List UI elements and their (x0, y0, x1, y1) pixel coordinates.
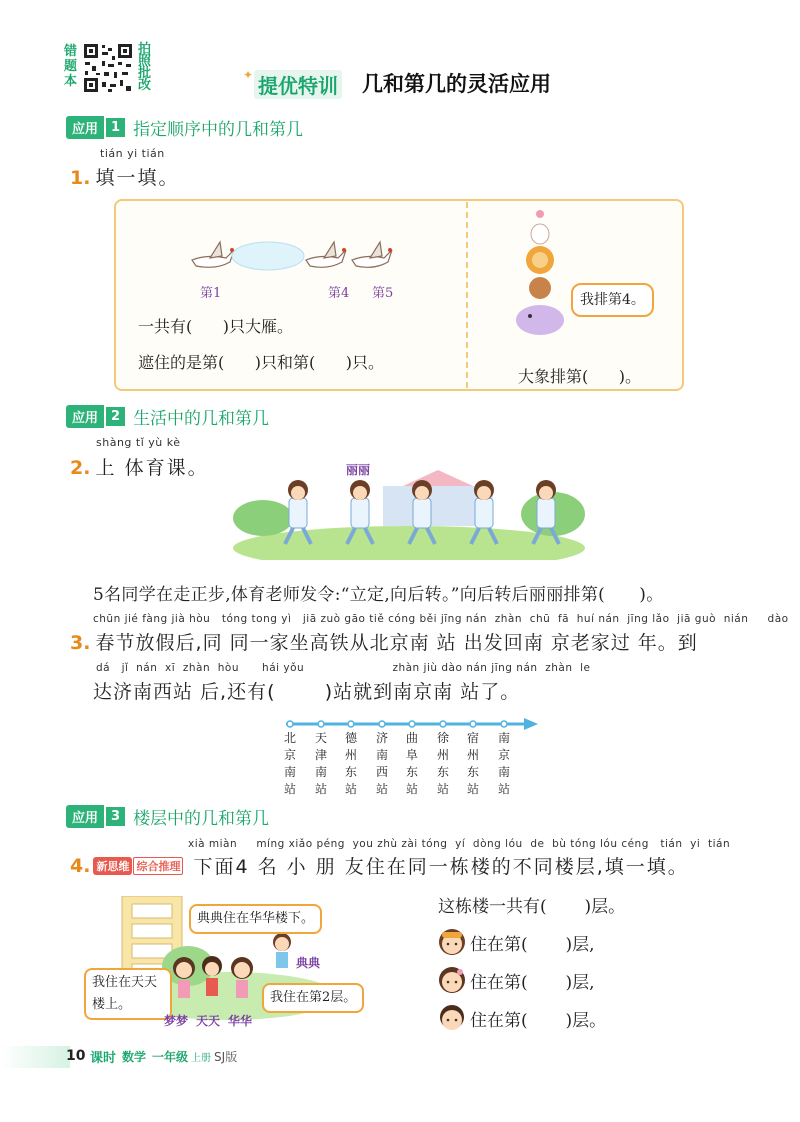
question-number: 1. (70, 167, 91, 189)
q3-pinyin-1: chūn jié fàng jià hòu tóng tong yì jiā zuò gāo tiě cóng běi jīng nán zhàn chū fā huí nán jīng lǎo jiā guò nián dào (93, 613, 789, 625)
elephant-icon (516, 305, 564, 335)
animal-stack-illustration (508, 206, 570, 338)
q1-line1: 一共有( )只大雁。 (138, 317, 294, 336)
station-label: 南京南站 (497, 731, 510, 796)
answer-text: 住在第( )层。 (470, 1010, 607, 1031)
section-tag-label: 应用 (66, 116, 104, 139)
q1-divider (466, 202, 468, 388)
section-tag-number: 2 (104, 407, 125, 426)
edition: SJ版 (214, 1050, 238, 1064)
term: 上册 (191, 1053, 212, 1064)
child-avatar-icon (438, 928, 466, 956)
q1-line2: 遮住的是第( )只和第( )只。 (138, 353, 385, 372)
station-label: 宿州东站 (466, 731, 479, 796)
girl-avatar-icon (438, 966, 466, 994)
goose-icon (192, 242, 234, 267)
station-label: 徐州东站 (436, 731, 449, 796)
page-number: 10 (66, 1048, 86, 1064)
q2-heading (70, 453, 209, 480)
question-text: 上 体育课。 (95, 457, 209, 479)
section-1-tag (66, 116, 303, 138)
name-tiantian: 天天 (196, 1014, 221, 1028)
section-tag-label: 应用 (66, 805, 104, 828)
q4-pinyin: xià miàn míng xiǎo péng you zhù zài tóng yí dòng lóu de bù tóng lóu céng tián yi tián (188, 838, 731, 850)
answer-row-3 (438, 1004, 606, 1032)
name-huahua: 华华 (228, 1014, 253, 1028)
q1-heading (70, 163, 180, 190)
page-title: 几和第几的灵活应用 (362, 72, 551, 96)
butterfly-icon (536, 210, 544, 218)
bear-icon (529, 277, 551, 299)
goose-label-4: 第4 (328, 286, 350, 301)
q2-pinyin: shàng tǐ yù kè (96, 436, 181, 449)
speech-bubble-left: 我住在天天楼上。 (84, 968, 172, 1020)
station-label: 德州东站 (344, 731, 357, 796)
name-diandian: 典典 (296, 956, 321, 970)
station-label: 曲阜东站 (405, 731, 418, 796)
qr-side-right: 拍照批改 (138, 42, 152, 93)
question-number: 3. (70, 632, 91, 654)
title-badge (254, 70, 342, 99)
section-tag-number: 1 (104, 118, 125, 137)
section-tag-number: 3 (104, 807, 125, 826)
station-label: 天津南站 (314, 731, 327, 796)
q4-heading (70, 852, 689, 879)
question-number: 4. (70, 854, 91, 877)
section-tag-label: 应用 (66, 405, 104, 428)
answer-row-1 (438, 928, 595, 956)
qr-code-icon[interactable] (82, 42, 134, 94)
grade: 一年级 (152, 1050, 189, 1064)
q4-total: 这栋楼一共有( )层。 (438, 897, 626, 917)
name-mengmeng: 梦梦 (164, 1014, 189, 1028)
answer-text: 住在第( )层, (470, 972, 595, 993)
section-title: 生活中的几和第几 (133, 408, 270, 429)
q3-heading-1 (70, 628, 698, 655)
q1-line3: 大象排第( )。 (518, 367, 642, 386)
question-text: 春节放假后,同 同一家坐高铁从北京南 站 出发回南 京老家过 年。到 (95, 632, 698, 654)
question-text: 下面4 名 小 朋 友住在同一栋楼的不同楼层,填一填。 (193, 856, 689, 878)
footer-band (0, 1046, 70, 1068)
q3-line2: 达济南西站 后,还有( )站就到南京南 站了。 (93, 681, 521, 703)
rank-bubble: 我排第4。 (571, 283, 654, 317)
reasoning-badge: 综合推理 (133, 857, 183, 875)
cloud-icon (232, 242, 304, 270)
title-badge-text: 提优特训 (258, 74, 338, 98)
section-title: 指定顺序中的几和第几 (133, 119, 304, 140)
answer-row-2 (438, 966, 595, 994)
section-3-tag (66, 805, 269, 827)
goose-label-5: 第5 (372, 286, 394, 301)
question-text: 填一填。 (95, 167, 180, 189)
lili-label: 丽丽 (346, 463, 371, 477)
station-label: 济南西站 (375, 731, 388, 796)
marching-illustration (233, 468, 586, 560)
new-thinking-badge: 新思维 (93, 857, 132, 875)
speech-bubble-right: 我住在第2层。 (262, 983, 364, 1013)
q3-pinyin-2: dá jǐ nán xī zhàn hòu hái yǒu zhàn jiù dào nán jīng nán zhàn le (96, 662, 591, 674)
brand-logo: 课时 (90, 1051, 117, 1066)
geese-illustration (186, 236, 408, 280)
qr-side-left: 错题本 (64, 44, 78, 89)
goose-label-1: 第1 (200, 286, 222, 301)
subject: 数学 (122, 1050, 147, 1064)
answer-text: 住在第( )层, (470, 934, 595, 955)
sparkle-icon: ✦ (243, 68, 254, 82)
q2-sentence: 5名同学在走正步,体育老师发令:“立定,向后转。”向后转后丽丽排第( )。 (93, 585, 664, 605)
q1-pinyin: tián yi tián (100, 147, 165, 160)
boy-avatar-icon (438, 1004, 466, 1032)
speech-bubble-top: 典典住在华华楼下。 (189, 904, 322, 934)
section-title: 楼层中的几和第几 (133, 808, 270, 829)
station-label: 北京南站 (283, 731, 296, 796)
footer-info (90, 1047, 237, 1066)
question-number: 2. (70, 457, 91, 479)
rabbit-icon (531, 224, 549, 244)
section-2-tag (66, 405, 269, 427)
